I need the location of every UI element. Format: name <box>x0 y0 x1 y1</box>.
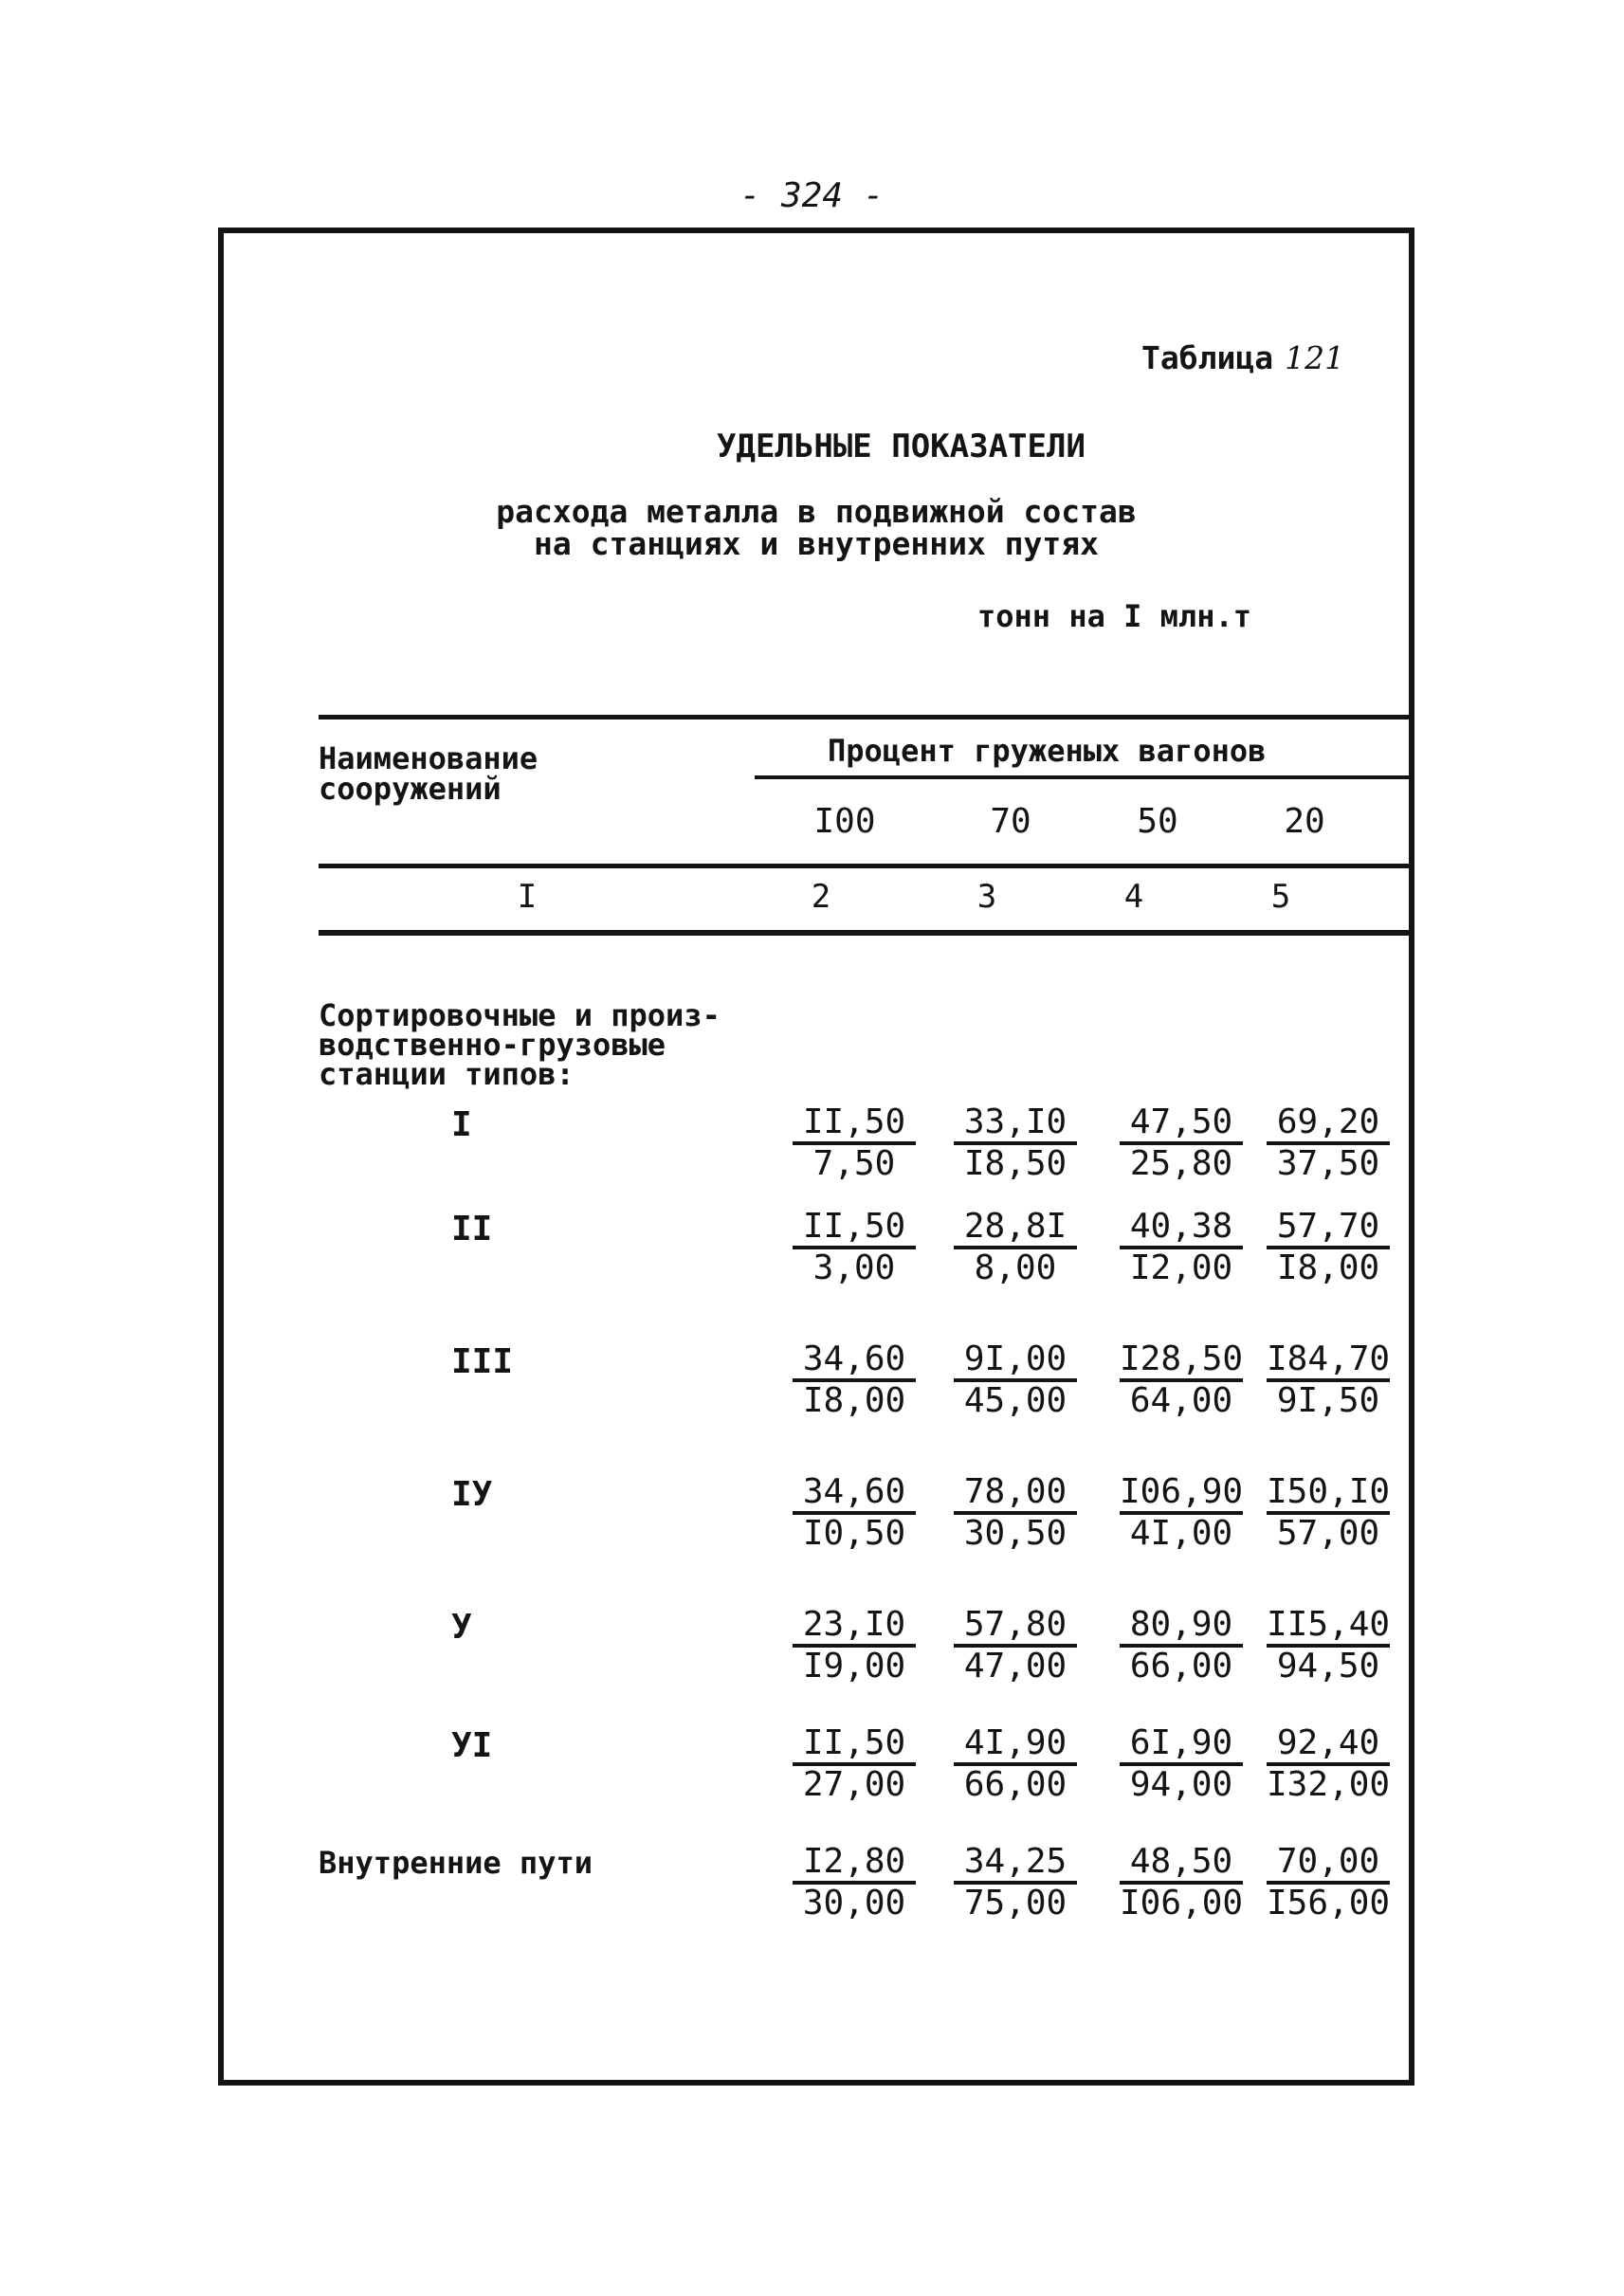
header-top-rule <box>319 715 1414 720</box>
cell-numerator: 69,20 <box>1267 1103 1390 1145</box>
cell-denominator: 27,00 <box>802 1765 906 1804</box>
cell <box>954 1724 1077 1804</box>
cell-numerator: 40,38 <box>1120 1208 1243 1249</box>
cell <box>954 1103 1077 1183</box>
header-group-rule <box>755 775 1414 779</box>
cell-denominator: 66,00 <box>1129 1647 1233 1686</box>
cell <box>1267 1606 1390 1686</box>
cell-denominator: I8,00 <box>802 1381 906 1420</box>
cell-denominator: I06,00 <box>1120 1884 1244 1922</box>
cell-denominator: I2,00 <box>1129 1248 1233 1287</box>
cell-numerator: 4I,90 <box>954 1724 1077 1766</box>
cell-numerator: 70,00 <box>1267 1843 1390 1885</box>
column-number: I <box>517 878 538 916</box>
cell-denominator: I56,00 <box>1267 1884 1391 1922</box>
cell <box>1120 1340 1243 1420</box>
cell <box>793 1103 916 1183</box>
page-number: - 324 - <box>739 176 885 215</box>
cell-numerator: 28,8I <box>954 1208 1077 1249</box>
cell-denominator: 57,00 <box>1276 1514 1380 1553</box>
header-bottom-rule <box>319 930 1414 936</box>
row-label: У <box>451 1608 472 1647</box>
cell <box>1120 1208 1243 1287</box>
cell-numerator: 34,25 <box>954 1843 1077 1885</box>
cell-denominator: 7,50 <box>812 1144 896 1183</box>
cell-denominator: 3,00 <box>812 1248 896 1287</box>
cell-numerator: 34,60 <box>793 1473 916 1515</box>
table-subtitle: расхода металла в подвижной состав на станциях и внутренних путях <box>496 493 1137 562</box>
cell-numerator: I06,90 <box>1120 1473 1243 1515</box>
cell <box>954 1843 1077 1922</box>
cell <box>1267 1208 1390 1287</box>
cell-numerator: 6I,90 <box>1120 1724 1243 1766</box>
cell <box>793 1606 916 1686</box>
cell-numerator: II5,40 <box>1267 1606 1390 1648</box>
column-header: 50 <box>1137 802 1178 841</box>
cell-numerator: 78,00 <box>954 1473 1077 1515</box>
cell-numerator: II,50 <box>793 1208 916 1249</box>
inner-tracks-label: Внутренние пути <box>319 1845 593 1881</box>
cell-denominator: I32,00 <box>1267 1765 1391 1804</box>
cell-numerator: 57,80 <box>954 1606 1077 1648</box>
cell-numerator: 34,60 <box>793 1340 916 1382</box>
cell-numerator: 48,50 <box>1120 1843 1243 1885</box>
cell-numerator: II,50 <box>793 1724 916 1766</box>
table-number: 121 <box>1285 339 1345 376</box>
cell <box>1120 1103 1243 1183</box>
cell-denominator: 94,00 <box>1129 1765 1233 1804</box>
cell <box>1120 1473 1243 1553</box>
cell <box>793 1473 916 1553</box>
cell-numerator: 23,I0 <box>793 1606 916 1648</box>
column-header: 20 <box>1284 802 1325 841</box>
column-header: 70 <box>990 802 1031 841</box>
cell-denominator: 66,00 <box>963 1765 1067 1804</box>
cell-denominator: 30,50 <box>963 1514 1067 1553</box>
cell-denominator: 45,00 <box>963 1381 1067 1420</box>
cell-numerator: 57,70 <box>1267 1208 1390 1249</box>
header-name-column: Наименование сооружений <box>319 740 538 807</box>
header-mid-rule <box>319 864 1414 868</box>
row-label: УI <box>451 1726 493 1765</box>
table-frame <box>218 228 1414 2086</box>
cell <box>1267 1473 1390 1553</box>
cell <box>793 1208 916 1287</box>
cell-numerator: 80,90 <box>1120 1606 1243 1648</box>
header-group-label: Процент груженых вагонов <box>828 733 1267 769</box>
cell-denominator: 64,00 <box>1129 1381 1233 1420</box>
cell <box>1120 1843 1243 1922</box>
cell-numerator: 47,50 <box>1120 1103 1243 1145</box>
cell-numerator: II,50 <box>793 1103 916 1145</box>
cell-numerator: 9I,00 <box>954 1340 1077 1382</box>
column-number: 3 <box>976 878 997 916</box>
cell <box>1267 1724 1390 1804</box>
cell-numerator: 92,40 <box>1267 1724 1390 1766</box>
cell-numerator: I84,70 <box>1267 1340 1390 1382</box>
cell <box>954 1473 1077 1553</box>
units-note: тонн на I млн.т <box>977 598 1251 634</box>
row-label: IУ <box>451 1475 493 1514</box>
cell-denominator: I8,50 <box>963 1144 1067 1183</box>
cell <box>954 1606 1077 1686</box>
row-label: I <box>451 1105 472 1144</box>
table-label-text: Таблица <box>1141 339 1274 376</box>
column-number: 5 <box>1270 878 1291 916</box>
cell-numerator: 33,I0 <box>954 1103 1077 1145</box>
cell-numerator: I2,80 <box>793 1843 916 1885</box>
cell <box>954 1340 1077 1420</box>
cell-denominator: 37,50 <box>1276 1144 1380 1183</box>
column-number: 4 <box>1123 878 1144 916</box>
cell-denominator: 25,80 <box>1129 1144 1233 1183</box>
cell-denominator: I0,50 <box>802 1514 906 1553</box>
cell-denominator: 8,00 <box>974 1248 1057 1287</box>
cell <box>1267 1103 1390 1183</box>
cell-denominator: 94,50 <box>1276 1647 1380 1686</box>
cell-denominator: 47,00 <box>963 1647 1067 1686</box>
column-number: 2 <box>811 878 831 916</box>
cell <box>954 1208 1077 1287</box>
cell-denominator: 30,00 <box>802 1884 906 1922</box>
cell <box>793 1843 916 1922</box>
cell-denominator: I9,00 <box>802 1647 906 1686</box>
cell <box>793 1340 916 1420</box>
group-label: Сортировочные и произ-водственно-грузовые станции типов: <box>319 997 721 1092</box>
row-label: II <box>451 1210 493 1248</box>
cell-denominator: 9I,50 <box>1276 1381 1380 1420</box>
cell-numerator: I28,50 <box>1120 1340 1243 1382</box>
cell-denominator: 75,00 <box>963 1884 1067 1922</box>
cell <box>1267 1340 1390 1420</box>
cell-denominator: 4I,00 <box>1129 1514 1233 1553</box>
cell <box>1120 1606 1243 1686</box>
column-header: I00 <box>813 802 876 841</box>
table-title: УДЕЛЬНЫЕ ПОКАЗАТЕЛИ <box>717 428 1086 465</box>
cell <box>793 1724 916 1804</box>
row-label: III <box>451 1342 514 1381</box>
cell-numerator: I50,I0 <box>1267 1473 1390 1515</box>
cell <box>1120 1724 1243 1804</box>
table-label <box>1141 339 1344 376</box>
cell <box>1267 1843 1390 1922</box>
cell-denominator: I8,00 <box>1276 1248 1380 1287</box>
